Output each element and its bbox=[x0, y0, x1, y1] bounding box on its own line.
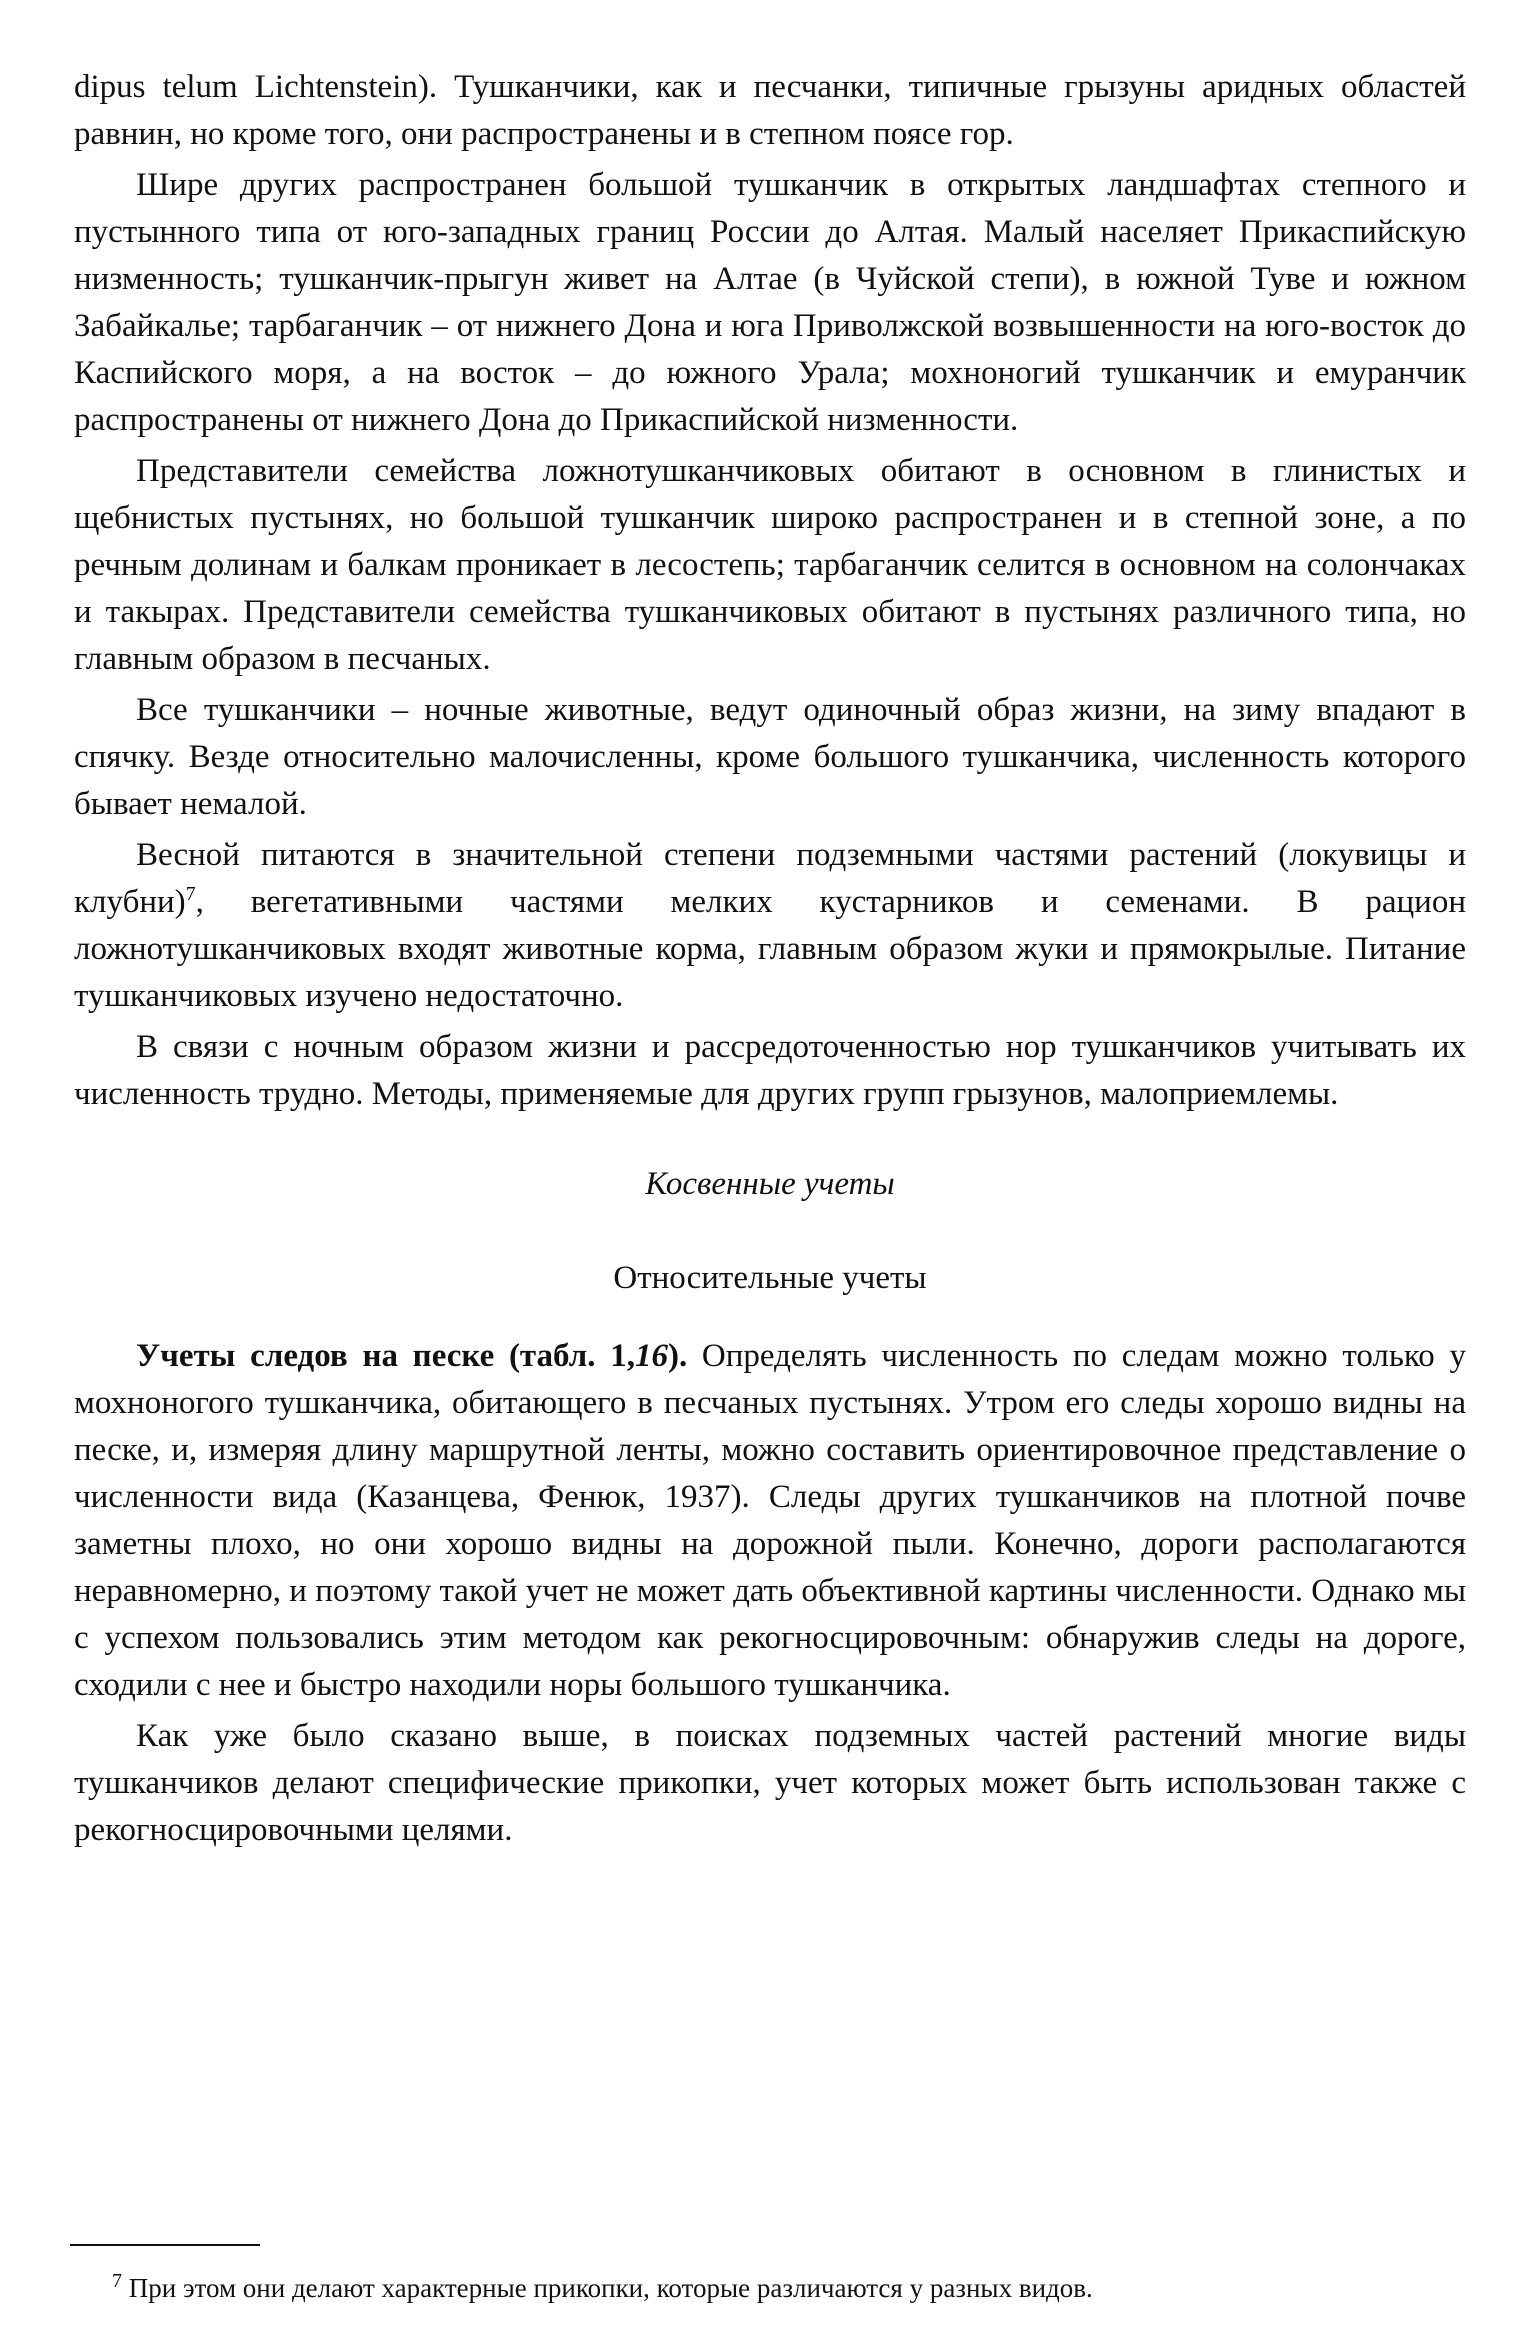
footnote-text: При этом они делают характерные прикопки, которые различаются у разных видов. bbox=[122, 2273, 1093, 2303]
section-heading: Косвенные учеты bbox=[645, 1166, 895, 1202]
footnote-mark: 7 bbox=[112, 2270, 122, 2292]
paragraph: dipus telum Lichtenstein). Тушканчики, как и песчанки, типичные грызуны аридных областей равнин, но кроме того, они распространены и в степном поясе гор. bbox=[74, 69, 1466, 152]
text: 16 bbox=[634, 1338, 668, 1374]
subsection-heading: Относительные учеты bbox=[613, 1260, 927, 1296]
paragraph: В связи с ночным образом жизни и рассредоточенностью нор тушканчиков учитывать их численность трудно. Методы, применяемые для других групп грызунов, малоприемлемы. bbox=[74, 1029, 1466, 1112]
paragraph: Все тушканчики – ночные животные, ведут одиночный образ жизни, на зиму впадают в спячку. Везде относительно малочисленны, кроме большого тушканчика, численность которого бывает немалой. bbox=[74, 692, 1466, 822]
text: Определять численность по следам можно только у мохноногого тушканчика, обитающего в песчаных пустынях. Утром его следы хорошо видны на песке, и, измеряя длину маршрутной ленты, можно составить ориентировочное представление о численности вида (Казанцева, Фенюк, 1937). Следы других тушканчиков на плотной почве заметны плохо, но они хорошо видны на дорожной пыли. Конечно, дороги располагаются неравномерно, и поэтому такой учет не может дать объективной картины численности. Однако мы с успехом пользовались этим методом как рекогносцировочным: обнаружив следы на дороге, сходили с нее и быстро находили норы большого тушканчика. bbox=[74, 1338, 1466, 1703]
text: , вегетативными частями мелких кустарников и семенами. В рацион ложнотушканчиковых входят животные корма, главным образом жуки и прямокрылые. Питание тушканчиковых изучено недостаточно. bbox=[74, 884, 1466, 1014]
paragraph: Как уже было сказано выше, в поисках подземных частей растений многие виды тушканчиков делают специфические прикопки, учет которых может быть использован также с рекогносцировочными целями. bbox=[74, 1718, 1466, 1848]
text: Учеты следов на песке (табл. 1, bbox=[136, 1338, 635, 1374]
run-in-heading bbox=[136, 1338, 687, 1374]
footnote-divider bbox=[70, 2244, 260, 2246]
paragraph: Шире других распространен большой тушканчик в открытых ландшафтах степного и пустынного типа от юго-западных границ России до Алтая. Малый населяет Прикаспийскую низменность; тушканчик-прыгун живет на Алтае (в Чуйской степи), в южной Туве и южном Забайкалье; тарбаганчик – от нижнего Дона и юга Приволжской возвышенности на юго-восток до Каспийского моря, а на восток – до южного Урала; мохноногий тушканчик и емуранчик распространены от нижнего Дона до Прикаспийской низменности. bbox=[74, 167, 1466, 438]
text: Весной питаются в значительной степени подземными частями растений (локувицы и клубни) bbox=[74, 837, 1466, 920]
paragraph: Представители семейства ложнотушканчиковых обитают в основном в глинистых и щебнистых пустынях, но большой тушканчик широко распространен и в степной зоне, а по речным долинам и балкам проникает в лесостепь; тарбаганчик селится в основном на солончаках и такырах. Представители семейства тушканчиковых обитают в пустынях различного типа, но главным образом в песчаных. bbox=[74, 453, 1466, 677]
footnote bbox=[112, 2270, 1093, 2306]
text: ). bbox=[667, 1338, 688, 1374]
page-body bbox=[74, 64, 1466, 1854]
paragraph bbox=[74, 832, 1466, 1020]
footnote-ref: 7 bbox=[185, 883, 196, 905]
paragraph bbox=[74, 1333, 1466, 1709]
